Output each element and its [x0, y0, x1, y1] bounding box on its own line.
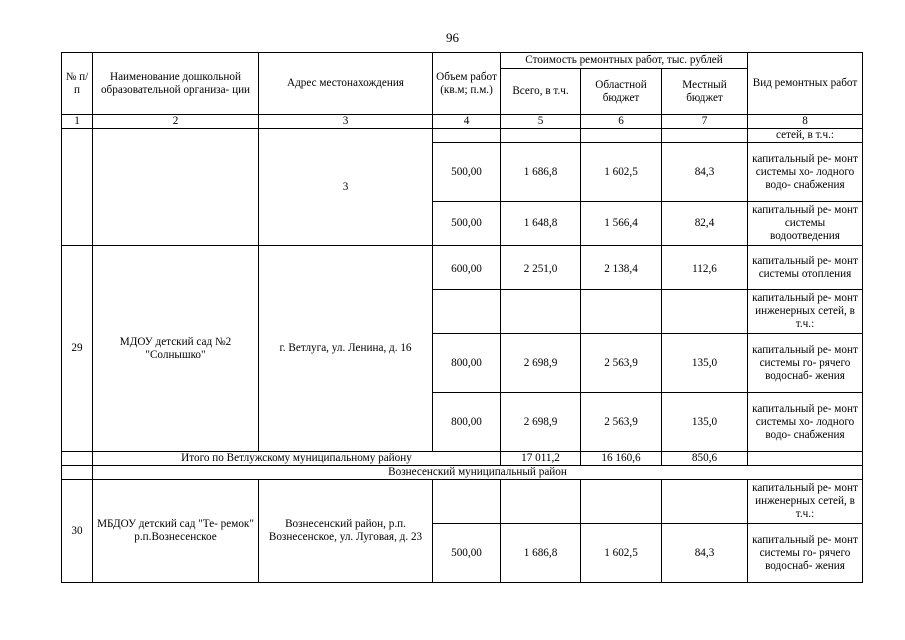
- cell-local: 135,0: [662, 334, 748, 393]
- cell-no: [62, 129, 93, 246]
- cell-regional: [581, 129, 662, 143]
- district-heading: Вознесенский муниципальный район: [93, 466, 863, 480]
- header-no: № п/п: [62, 53, 93, 115]
- header-address: Адрес местонахождения: [259, 53, 433, 115]
- cell-total: 2 698,9: [501, 334, 581, 393]
- col-index: 3: [259, 115, 433, 129]
- district-total-label: Итого по Ветлужскому муниципальному району: [93, 452, 501, 466]
- cell-no: [62, 452, 93, 466]
- repair-cost-table: [61, 52, 863, 583]
- cell-local: [662, 290, 748, 334]
- cell-no: 30: [62, 480, 93, 583]
- cell-regional: 1 566,4: [581, 202, 662, 246]
- cell-regional: 1 602,5: [581, 524, 662, 583]
- header-volume: Объем работ (кв.м; п.м.): [433, 53, 501, 115]
- cell-no: [62, 466, 93, 480]
- cell-regional: [581, 290, 662, 334]
- header-cost-group: Стоимость ремонтных работ, тыс. рублей: [501, 53, 748, 69]
- cell-total: 2 698,9: [501, 393, 581, 452]
- cell-kind: капитальный ре- монт инженерных сетей, в т.ч.:: [748, 290, 863, 334]
- cell-local: [662, 129, 748, 143]
- cell-total: 1 686,8: [501, 143, 581, 202]
- cell-kind: капитальный ре- монт системы хо- лодного водо- снабжения: [748, 143, 863, 202]
- cell-volume: 500,00: [433, 202, 501, 246]
- cell-address: г. Ветлуга, ул. Ленина, д. 16: [259, 246, 433, 452]
- table-row: [62, 246, 863, 290]
- cell-local: 84,3: [662, 143, 748, 202]
- cell-kind: [748, 452, 863, 466]
- cell-volume: [433, 290, 501, 334]
- cell-local: 850,6: [662, 452, 748, 466]
- cell-org-name: МБДОУ детский сад "Те- ремок" р.п.Вознесенское: [93, 480, 259, 583]
- col-index: 2: [93, 115, 259, 129]
- col-index: 5: [501, 115, 581, 129]
- cell-regional: [581, 480, 662, 524]
- cell-local: 84,3: [662, 524, 748, 583]
- header-regional: Областной бюджет: [581, 69, 662, 115]
- header-org-name: Наименование дошкольной образовательной организа- ции: [93, 53, 259, 115]
- cell-kind: капитальный ре- монт системы го- рячего водоснаб- жения: [748, 334, 863, 393]
- header-total: Всего, в т.ч.: [501, 69, 581, 115]
- col-index: 4: [433, 115, 501, 129]
- district-heading-row: [62, 466, 863, 480]
- cell-volume: 800,00: [433, 393, 501, 452]
- cell-kind: сетей, в т.ч.:: [748, 129, 863, 143]
- cell-volume: 800,00: [433, 334, 501, 393]
- col-index: 6: [581, 115, 662, 129]
- cell-total: 2 251,0: [501, 246, 581, 290]
- district-total-row: [62, 452, 863, 466]
- cell-kind: капитальный ре- монт системы го- рячего водоснаб- жения: [748, 524, 863, 583]
- header-local: Местный бюджет: [662, 69, 748, 115]
- column-index-row: [62, 115, 863, 129]
- cell-kind: капитальный ре- монт системы водоотведения: [748, 202, 863, 246]
- cell-volume: [433, 129, 501, 143]
- cell-kind: капитальный ре- монт системы отопления: [748, 246, 863, 290]
- cell-address: 3: [259, 129, 433, 246]
- cell-kind: капитальный ре- монт системы хо- лодного водо- снабжения: [748, 393, 863, 452]
- cell-total: 1 686,8: [501, 524, 581, 583]
- cell-regional: 16 160,6: [581, 452, 662, 466]
- cell-volume: [433, 480, 501, 524]
- cell-regional: 2 138,4: [581, 246, 662, 290]
- cell-volume: 500,00: [433, 524, 501, 583]
- cell-regional: 1 602,5: [581, 143, 662, 202]
- col-index: 7: [662, 115, 748, 129]
- cell-volume: 500,00: [433, 143, 501, 202]
- cell-local: 112,6: [662, 246, 748, 290]
- cell-address: Вознесенский район, р.п. Вознесенское, ул. Луговая, д. 23: [259, 480, 433, 583]
- cell-volume: 600,00: [433, 246, 501, 290]
- cell-org-name: [93, 129, 259, 246]
- cell-total: [501, 480, 581, 524]
- cell-local: 135,0: [662, 393, 748, 452]
- header-kind: Вид ремонтных работ: [748, 53, 863, 115]
- table-row: [62, 480, 863, 524]
- cell-kind: капитальный ре- монт инженерных сетей, в т.ч.:: [748, 480, 863, 524]
- cell-regional: 2 563,9: [581, 334, 662, 393]
- cell-total: 1 648,8: [501, 202, 581, 246]
- cell-total: [501, 290, 581, 334]
- cell-no: 29: [62, 246, 93, 452]
- cell-local: 82,4: [662, 202, 748, 246]
- col-index: 8: [748, 115, 863, 129]
- cell-total: 17 011,2: [501, 452, 581, 466]
- table-row: [62, 129, 863, 143]
- col-index: 1: [62, 115, 93, 129]
- cell-total: [501, 129, 581, 143]
- header-row-1: [62, 53, 863, 69]
- cell-regional: 2 563,9: [581, 393, 662, 452]
- cell-local: [662, 480, 748, 524]
- cell-org-name: МДОУ детский сад №2 "Солнышко": [93, 246, 259, 452]
- page-number: 96: [446, 30, 459, 45]
